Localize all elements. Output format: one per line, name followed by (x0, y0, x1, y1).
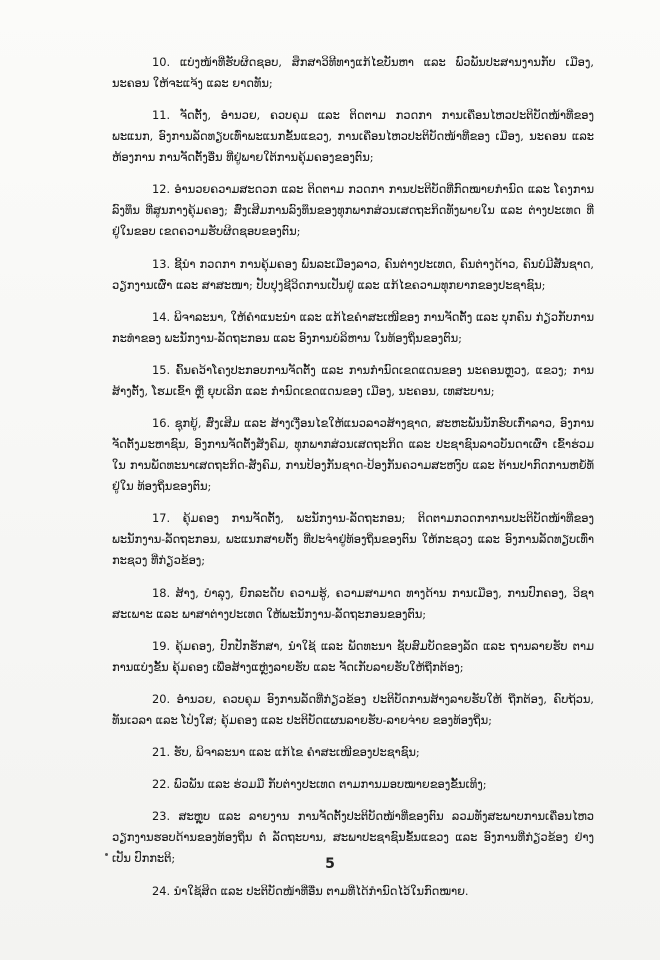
item-text: ພິຈາລະນາ, ໃຫ້ຄຳແນະນຳ ແລະ ແກ້ໄຂຄຳສະເໜີຂອງ ການຈັດຕັ້ງ ແລະ ບຸກຄົນ ກ່ຽວກັບການ ກະທຳຂອງ ພະນັກງານ-ລັດຖະກອນ ແລະ ອົງການບໍລິຫານ ໃນທ້ອງຖິ່ນຂອງຕົນ; (112, 309, 595, 345)
item-text: ສະຫຼຸບ ແລະ ລາຍງານ ການຈັດຕັ້ງປະຕິບັດໜ້າທີ່ຂອງຕົນ ລວມທັງສະພາບການເຄື່ອນໄຫວ ວຽກງານຮອບດ້ານຂອງທ້ອງຖິ່ນ ຕໍ່ ລັດຖະບານ, ສະພາປະຊາຊົນຂັ້ນແຂວງ ແລະ ອົງການທີ່ກ່ຽວຂ້ອງ ຢ່າງເປັນ ປົກກະຕິ; (112, 809, 594, 866)
list-item (112, 583, 594, 625)
item-text: ອຳນວຍຄວາມສະດວກ ແລະ ຕິດຕາມ ກວດກາ ການປະຕິບັດທີ່ກົດໝາຍກຳນົດ ແລະ ໂຄງການລົງທຶນ ທີ່ສູນກາງຄຸ້ມຄອງ; ສົ່ງເສີມການລົງທຶນຂອງທຸກພາກສ່ວນເສດຖະກິດທັງພາຍໃນ ແລະ ຕ່າງປະເທດ ທີ່ຢູ່ໃນຂອບ ເຂດຄວາມຮັບຜິດຊອບຂອງຕົນ; (112, 182, 594, 239)
item-text: ແບ່ງໜ້າທີ່ຮັບຜິດຊອບ, ສຶກສາວິທີທາງແກ້ໄຂບັນຫາ ແລະ ພົວພັນປະສານງານກັບ ເມືອງ, ນະຄອນ ໃຫ້ຈະແຈ້ງ ແລະ ຍາດທັນ; (112, 55, 594, 90)
item-text: ນຳໃຊ້ສິດ ແລະ ປະຕິບັດໜ້າທີ່ອື່ນ ຕາມທີ່ໄດ້ກຳນົດໄວ້ໃນກົດໝາຍ. (173, 883, 469, 898)
item-text: ຊຸກຍູ້, ສົ່ງເສີມ ແລະ ສ້າງເງື່ອນໄຂໃຫ້ແນວລາວສ້າງຊາດ, ສະຫະພັນນັກຮົບເກົ່າລາວ, ອົງການ ຈັດຕັ້ງມະຫາຊົນ, ອົງການຈັດຕັ້ງສັງຄົມ, ທຸກພາກສ່ວນເສດຖະກິດ ແລະ ປະຊາຊົນລາວບັນດາເຜົ່າ ເຂົ້າຮ່ວມໃນ ການພັດທະນາເສດຖະກິດ-ສັງຄົມ, ການປ້ອງກັນຊາດ-ປ້ອງກັນຄວາມສະຫງົບ ແລະ ຕ້ານປາກົດການຫຍໍ້ທໍ້ ຢູ່ໃນ ທ້ອງຖິ່ນຂອງຕົນ; (112, 416, 594, 494)
item-text: ອຳນວຍ, ຄວບຄຸມ ອົງການລັດທີ່ກ່ຽວຂ້ອງ ປະຕິບັດການສ້າງລາຍຮັບໃຫ້ ຖືກຕ້ອງ, ຄົບຖ້ວນ, ທັນເວລາ ແລະ ໂປ່ງໃສ; ຄຸ້ມຄອງ ແລະ ປະຕິບັດແຜນລາຍຮັບ-ລາຍຈ່າຍ ຂອງທ້ອງຖິ່ນ; (112, 691, 595, 727)
item-text: ຈັດຕັ້ງ, ອຳນວຍ, ຄວບຄຸມ ແລະ ຕິດຕາມ ກວດກາ ການເຄື່ອນໄຫວປະຕິບັດໜ້າທີ່ຂອງ ພະແນກ, ອົງການລັດທຽບເທົ່າພະແນກຂັ້ນແຂວງ, ການເຄື່ອນໄຫວປະຕິບັດໜ້າທີ່ຂອງ ເມືອງ, ນະຄອນ ແລະ ຫ້ອງການ ການຈັດຕັ້ງອື່ນ ທີ່ຢູ່ພາຍໃຕ້ການຄຸ້ມຄອງຂອງຕົນ; (112, 108, 595, 165)
item-number: 21. (152, 745, 171, 760)
item-text: ຄົ້ນຄວ້າໂຄງປະກອບການຈັດຕັ້ງ ແລະ ການກຳນົດເຂດແດນຂອງ ນະຄອນຫຼວງ, ແຂວງ; ການສ້າງຕັ້ງ, ໂຮມເຂົ້າ ຫຼື ຍຸບເລີກ ແລະ ກຳນົດເຂດແດນຂອງ ເມືອງ, ນະຄອນ, ເທສະບານ; (112, 362, 594, 398)
item-number: 19. (152, 638, 171, 653)
item-number: 24. (152, 883, 171, 898)
list-item (112, 774, 594, 795)
list-item (112, 105, 594, 168)
item-text: ຊີ້ນຳ ກວດກາ ການຄຸ້ມຄອງ ພົນລະເມືອງລາວ, ຄົນຕ່າງປະເທດ, ຄົນຕ່າງດ້າວ, ຄົນບໍ່ມີສັນຊາດ, ວຽກງານເຜົ່າ ແລະ ສາສະໜາ; ປັບປຸງຊີວິດການເປັນຢູ່ ແລະ ແກ້ໄຂຄວາມທຸກຍາກຂອງປະຊາຊົນ; (112, 256, 595, 292)
item-number: 15. (152, 362, 171, 377)
list-item (112, 179, 594, 242)
item-number: 23. (152, 809, 171, 824)
item-number: 22. (152, 777, 171, 792)
item-number: 10. (152, 55, 171, 69)
list-item (112, 52, 594, 94)
article-list (112, 52, 594, 902)
item-number: 20. (152, 691, 171, 706)
item-text: ຄຸ້ມຄອງ ການຈັດຕັ້ງ, ພະນັກງານ-ລັດຖະກອນ; ຕິດຕາມກວດກາການປະຕິບັດໜ້າທີ່ຂອງ ພະນັກງານ-ລັດຖະກອນ, ພະແນກສາຍຕັ້ງ ທີ່ປະຈຳຢູ່ທ້ອງຖິ່ນຂອງຕົນ ໃຫ້ກະຊວງ ແລະ ອົງການລັດທຽບເທົ່າ ກະຊວງ ທີ່ກ່ຽວຂ້ອງ; (112, 511, 594, 568)
list-item (112, 881, 594, 902)
item-text: ສ້າງ, ບຳລຸງ, ຍົກລະດັບ ຄວາມຮູ້, ຄວາມສາມາດ ທາງດ້ານ ການເມືອງ, ການປົກຄອງ, ວິຊາສະເພາະ ແລະ ພາສາຕ່າງປະເທດ ໃຫ້ພະນັກງານ-ລັດຖະກອນຂອງຕົນ; (112, 585, 594, 621)
list-item (112, 508, 594, 571)
item-number: 13. (152, 256, 171, 271)
list-item (112, 360, 594, 402)
item-text: ຄຸ້ມຄອງ, ປົກປັກຮັກສາ, ນຳໃຊ້ ແລະ ພັດທະນາ ຊັບສົມບັດຂອງລັດ ແລະ ຖານລາຍຮັບ ຕາມການແບ່ງຂັ້ນ ຄຸ້ມຄອງ ເພື່ອສ້າງແຫຼ່ງລາຍຮັບ ແລະ ຈັດເກັບລາຍຮັບໃຫ້ຖືກຕ້ອງ; (112, 638, 595, 674)
list-item (112, 307, 594, 349)
item-text: ພົວພັນ ແລະ ຮ່ວມມື ກັບຕ່າງປະເທດ ຕາມການມອບໝາຍຂອງຂັ້ນເທິງ; (173, 777, 487, 792)
list-item (112, 254, 594, 296)
item-number: 17. (152, 511, 171, 526)
item-number: 12. (152, 182, 171, 197)
item-number: 14. (152, 309, 171, 324)
list-item (112, 413, 594, 497)
item-number: 18. (152, 585, 171, 600)
item-text: ຮັບ, ພິຈາລະນາ ແລະ ແກ້ໄຂ ຄຳສະເໜີຂອງປະຊາຊົນ; (173, 745, 420, 760)
page-number: 5 (325, 856, 335, 872)
item-number: 16. (152, 416, 171, 431)
item-number: 11. (152, 108, 171, 123)
list-item (112, 742, 594, 763)
list-item (112, 636, 594, 678)
list-item (112, 689, 594, 731)
